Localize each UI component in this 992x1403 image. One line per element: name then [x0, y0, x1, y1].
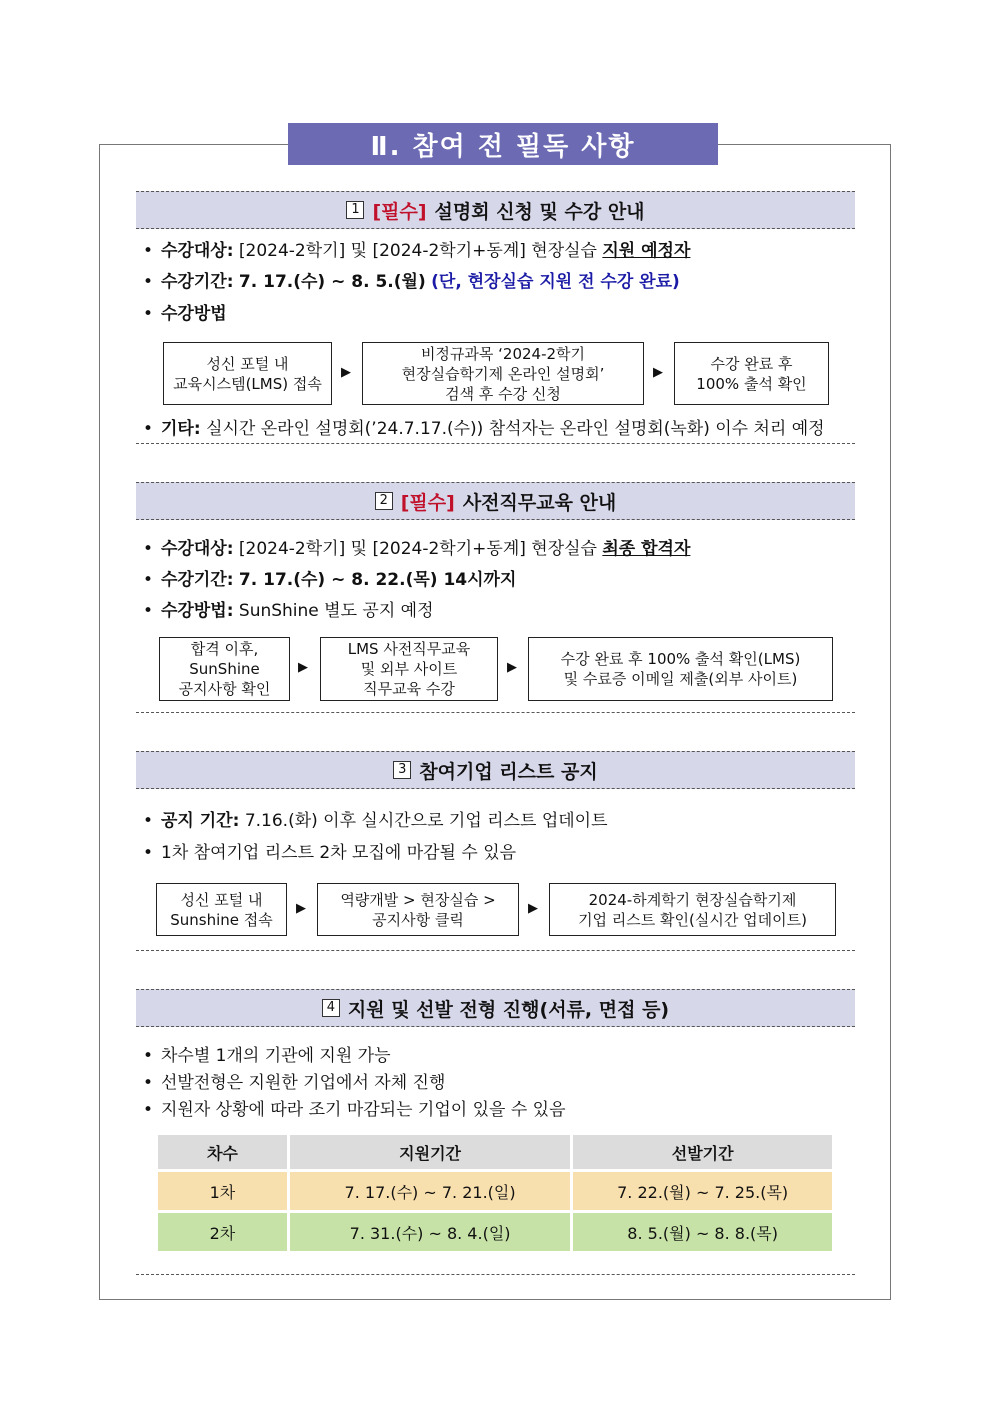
- section2-header: [136, 482, 855, 520]
- section3-note: • 1차 참여기업 리스트 2차 모집에 마감될 수 있음: [143, 843, 517, 863]
- section3-number: 3: [393, 761, 411, 779]
- section4-bullet: • 선발전형은 지원한 기업에서 자체 진행: [143, 1073, 446, 1093]
- table-header: 차수: [158, 1135, 287, 1169]
- section3-divider: [136, 950, 855, 951]
- table-header-row: [158, 1135, 832, 1169]
- schedule-table: [155, 1132, 835, 1254]
- section3-period: • 공지 기간: 7.16.(화) 이후 실시간으로 기업 리스트 업데이트: [143, 811, 608, 831]
- section4-header: [136, 989, 855, 1027]
- section1-required-tag: [필수]: [372, 200, 427, 223]
- table-cell: 2차: [158, 1213, 287, 1251]
- section2-flow-step2: LMS 사전직무교육 및 외부 사이트 직무교육 수강: [320, 637, 498, 701]
- section1-target: • 수강대상: [2024-2학기] 및 [2024-2학기+동계] 현장실습 지원 예정자: [143, 241, 691, 261]
- section1-method: • 수강방법: [143, 304, 227, 324]
- section2-method: • 수강방법: SunShine 별도 공지 예정: [143, 601, 434, 621]
- flow-arrow-icon: ▶: [298, 660, 308, 675]
- flow-arrow-icon: ▶: [341, 365, 351, 380]
- section3-header: [136, 751, 855, 789]
- section1-title: 설명회 신청 및 수강 안내: [434, 200, 645, 223]
- flow-arrow-icon: ▶: [296, 901, 306, 916]
- section1-divider: [136, 443, 855, 444]
- section2-flow-step1: 합격 이후, SunShine 공지사항 확인: [159, 637, 290, 701]
- section1-flow-step2: 비정규과목 ‘2024-2학기 현장실습학기제 온라인 설명회’ 검색 후 수강 신청: [362, 342, 644, 405]
- section2-period: • 수강기간: 7. 17.(수) ~ 8. 22.(목) 14시까지: [143, 570, 517, 590]
- section1-period: • 수강기간: 7. 17.(수) ~ 8. 5.(월) (단, 현장실습 지원 전 수강 완료): [143, 272, 680, 292]
- section2-required-tag: [필수]: [400, 491, 455, 514]
- section2-flow-step3: 수강 완료 후 100% 출석 확인(LMS) 및 수료증 이메일 제출(외부 사이트): [528, 637, 833, 701]
- table-row: [158, 1213, 832, 1251]
- section4-number: 4: [322, 999, 340, 1017]
- section4-divider: [136, 1274, 855, 1275]
- flow-arrow-icon: ▶: [507, 660, 517, 675]
- section1-header: [136, 191, 855, 229]
- table-header: 선발기간: [573, 1135, 832, 1169]
- section2-number: 2: [375, 492, 393, 510]
- section3-title: 참여기업 리스트 공지: [419, 760, 598, 783]
- table-cell: 1차: [158, 1172, 287, 1210]
- section1-flow-step1: 성신 포털 내 교육시스템(LMS) 접속: [163, 342, 332, 405]
- section2-divider: [136, 712, 855, 713]
- table-row: [158, 1172, 832, 1210]
- page-title: Ⅱ. 참여 전 필독 사항: [288, 123, 718, 165]
- table-header: 지원기간: [290, 1135, 570, 1169]
- table-cell: 7. 31.(수) ~ 8. 4.(일): [290, 1213, 570, 1251]
- section1-etc: • 기타: 실시간 온라인 설명회(’24.7.17.(수)) 참석자는 온라인 설명회(녹화) 이수 처리 예정: [143, 419, 825, 439]
- section4-bullet: • 차수별 1개의 기관에 지원 가능: [143, 1046, 391, 1066]
- table-cell: 7. 17.(수) ~ 7. 21.(일): [290, 1172, 570, 1210]
- flow-arrow-icon: ▶: [653, 365, 663, 380]
- section3-flow-step3: 2024-하계학기 현장실습학기제 기업 리스트 확인(실시간 업데이트): [549, 883, 836, 936]
- section1-number: 1: [346, 201, 364, 219]
- section4-bullet: • 지원자 상황에 따라 조기 마감되는 기업이 있을 수 있음: [143, 1100, 566, 1120]
- table-cell: 8. 5.(월) ~ 8. 8.(목): [573, 1213, 832, 1251]
- flow-arrow-icon: ▶: [528, 901, 538, 916]
- section3-flow-step1: 성신 포털 내 Sunshine 접속: [156, 883, 287, 936]
- section3-flow-step2: 역량개발 > 현장실습 > 공지사항 클릭: [317, 883, 519, 936]
- section1-flow-step3: 수강 완료 후 100% 출석 확인: [674, 342, 829, 405]
- section4-title: 지원 및 선발 전형 진행(서류, 면접 등): [347, 998, 670, 1021]
- section2-title: 사전직무교육 안내: [462, 491, 617, 514]
- table-cell: 7. 22.(월) ~ 7. 25.(목): [573, 1172, 832, 1210]
- section2-target: • 수강대상: [2024-2학기] 및 [2024-2학기+동계] 현장실습 최종 합격자: [143, 539, 691, 559]
